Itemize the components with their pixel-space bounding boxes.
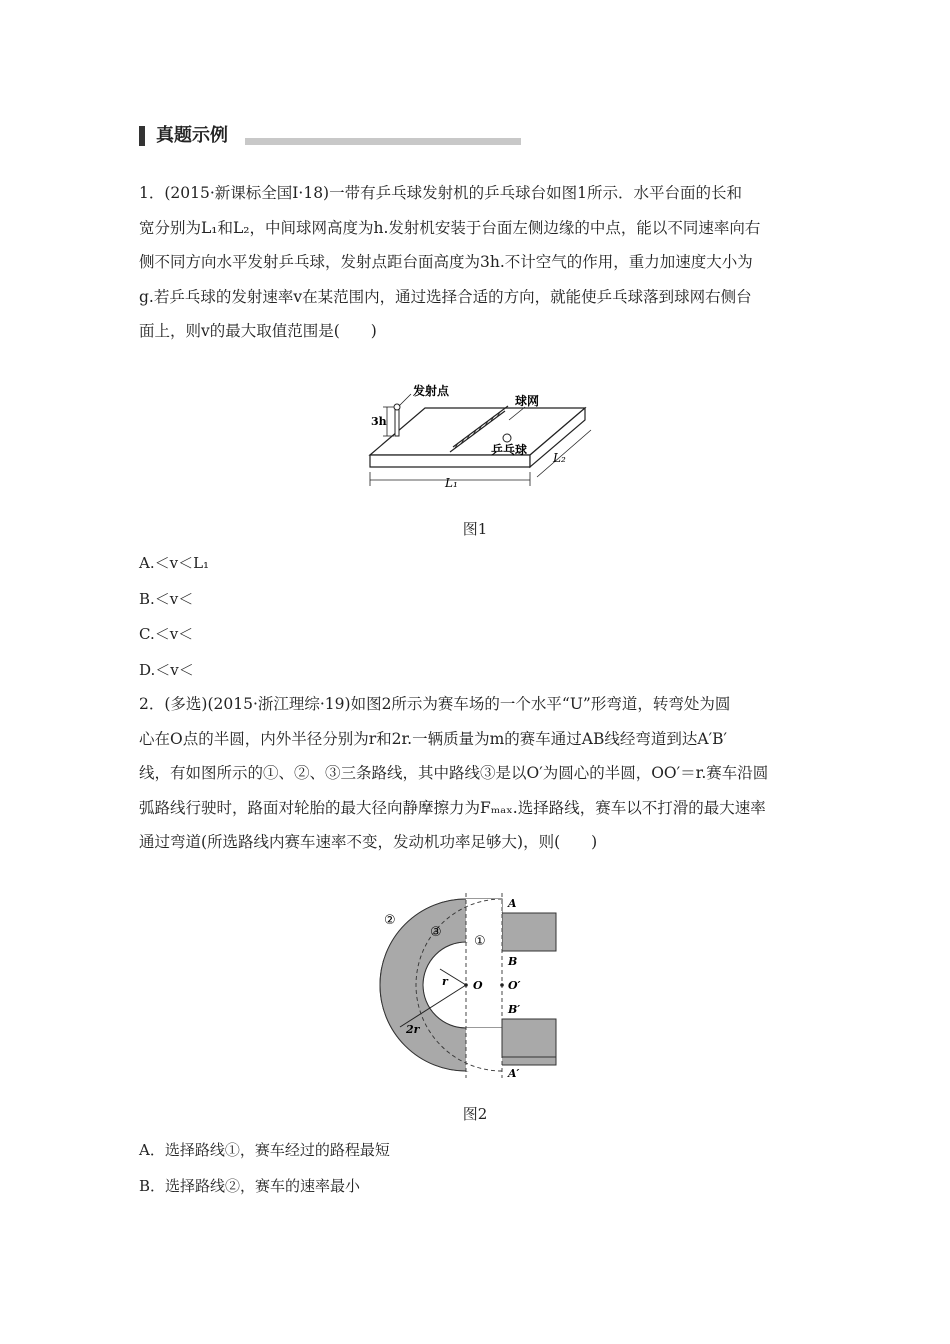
question-1-line: 宽分别为L₁和L₂，中间球网高度为h.发射机安装于台面左侧边缘的中点，能以不同速率向右: [139, 218, 761, 237]
label-route-2: ②: [384, 913, 396, 928]
question-2-line: 2．(多选)(2015·浙江理综·19)如图2所示为赛车场的一个水平“U”形弯道，转弯处为圆: [139, 695, 731, 713]
q1-option-a[interactable]: A.＜v＜L₁: [139, 554, 210, 572]
question-1-line: 面上，则v的最大取值范围是( ): [139, 322, 377, 340]
section-marker-bar: [139, 126, 145, 146]
question-1-line: 1．(2015·新课标全国Ⅰ·18)一带有乒乓球发射机的乒乓球台如图1所示．水平台面的长和: [139, 184, 742, 202]
figure-2-u-track: [378, 893, 568, 1078]
q2-option-a[interactable]: A．选择路线①，赛车经过的路程最短: [139, 1141, 390, 1159]
label-route-1: ①: [474, 934, 486, 949]
label-r: r: [442, 975, 448, 988]
label-A-prime: A′: [508, 1067, 520, 1078]
figure-2-caption: 图2: [462, 1105, 488, 1123]
figure-1-table-tennis: [365, 380, 595, 495]
label-launch-point: 发射点: [413, 384, 450, 398]
question-2-line: 弧路线行驶时，路面对轮胎的最大径向静摩擦力为Fₘₐₓ.选择路线，赛车以不打滑的最大速率: [139, 798, 766, 817]
label-net: 球网: [515, 394, 540, 408]
label-L1: L₁: [445, 476, 458, 490]
label-B: B: [508, 955, 518, 968]
label-ball: 乒乓球: [491, 443, 528, 457]
question-2-line: 心在O点的半圆，内外半径分别为r和2r.一辆质量为m的赛车通过AB线经弯道到达A′B′: [139, 729, 728, 748]
question-2-line: 通过弯道(所选路线内赛车速率不变，发动机功率足够大)，则( ): [139, 833, 598, 851]
question-1-stem: [139, 176, 811, 349]
section-divider: [245, 138, 521, 145]
q1-option-c[interactable]: C.＜v＜: [139, 625, 194, 643]
section-title: 真题示例: [156, 125, 228, 146]
label-A: A: [508, 897, 517, 910]
figure-1-caption: 图1: [462, 520, 488, 538]
q2-option-b[interactable]: B．选择路线②，赛车的速率最小: [139, 1177, 361, 1195]
label-O-prime: O′: [508, 979, 521, 992]
label-2r: 2r: [406, 1023, 420, 1036]
question-1-line: 侧不同方向水平发射乒乓球，发射点距台面高度为3h.不计空气的作用，重力加速度大小为: [139, 253, 753, 271]
label-O: O: [473, 979, 483, 992]
label-L2: L₂: [553, 451, 566, 465]
label-3h: 3h: [371, 415, 387, 428]
section-header: [139, 124, 529, 150]
label-B-prime: B′: [508, 1003, 521, 1016]
q1-option-d[interactable]: D.＜v＜: [139, 661, 194, 679]
q1-option-b[interactable]: B.＜v＜: [139, 590, 194, 608]
question-2-stem: [139, 687, 811, 860]
question-1-line: g.若乒乓球的发射速率v在某范围内，通过选择合适的方向，就能使乒乓球落到球网右侧台: [139, 287, 752, 306]
question-2-line: 线，有如图所示的①、②、③三条路线，其中路线③是以O′为圆心的半圆，OO′＝r.赛车沿圆: [139, 764, 769, 782]
label-route-3: ③: [430, 925, 442, 940]
